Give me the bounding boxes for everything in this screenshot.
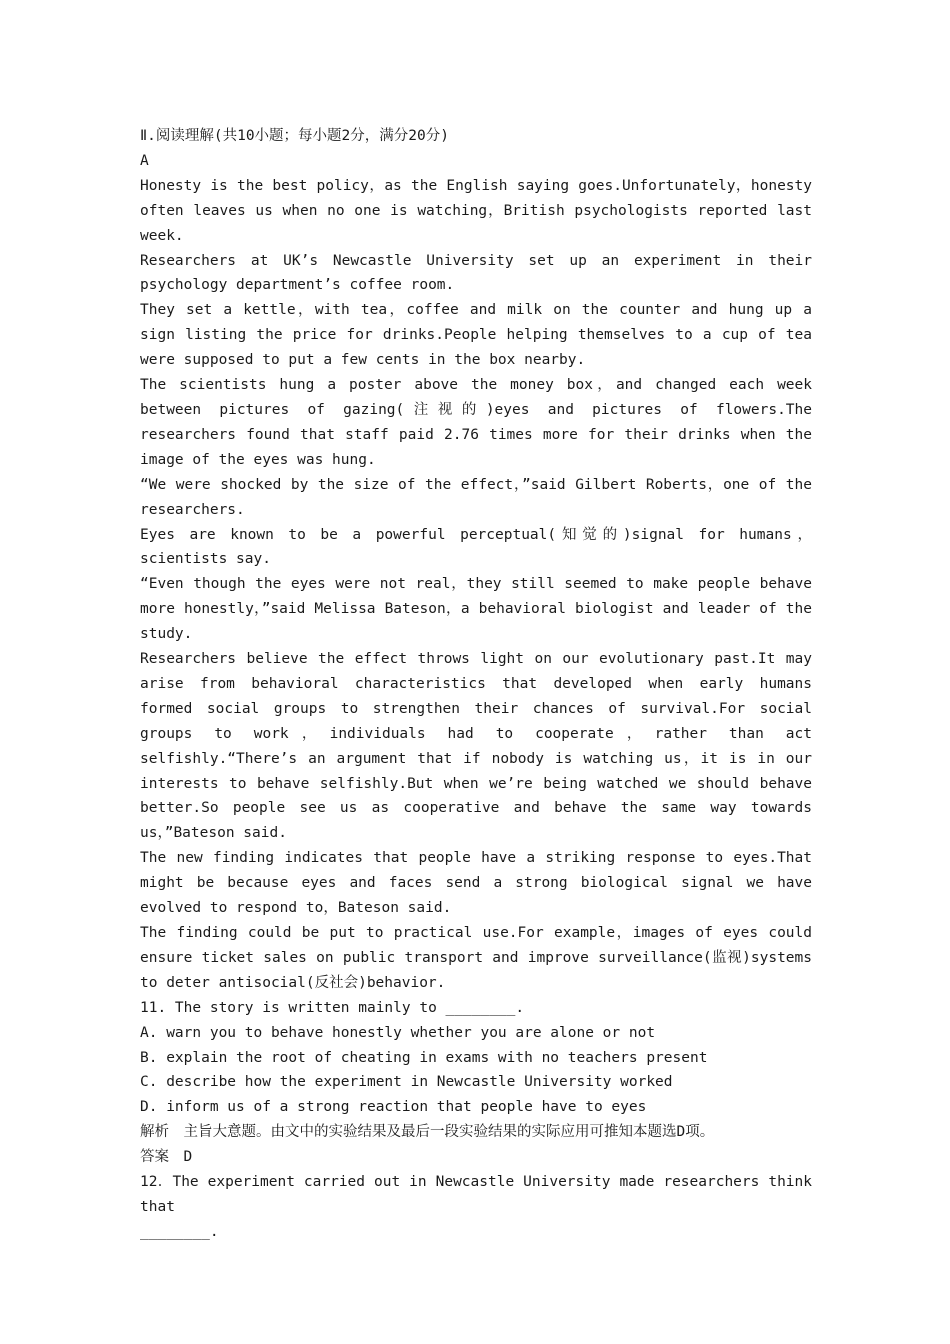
question-11-option-d: D. inform us of a strong reaction that people have to eyes: [140, 1099, 647, 1116]
question-11-option-a: A. warn you to behave honestly whether you are alone or not: [140, 1024, 656, 1041]
passage-paragraph: “Even though the eyes were not real，they still seemed to make people behave more honestly，”said Melissa Bateson，a behavioral biologist and leader of the study.: [140, 576, 812, 643]
passage-paragraph: They set a kettle，with tea，coffee and milk on the counter and hung up a sign listing the price for drinks.People helping themselves to a cup of tea were supposed to put a few cents in the box nearby.: [140, 302, 812, 369]
passage-paragraph: “We were shocked by the size of the effect，”said Gilbert Roberts，one of the researchers.: [140, 476, 812, 518]
question-11-option-c: C. describe how the experiment in Newcastle University worked: [140, 1074, 673, 1091]
passage-paragraph: The scientists hung a poster above the money box，and changed each week between pictures of gazing(注视的)eyes and pictures of flowers.The researchers found that staff paid 2.76 times more for their drinks when the image of the eyes was hung.: [140, 377, 812, 468]
document-page: [140, 124, 812, 1245]
question-11-analysis: 解析 主旨大意题。由文中的实验结果及最后一段实验结果的实际应用可推知本题选D项。: [140, 1124, 715, 1141]
passage-paragraph: Eyes are known to be a powerful perceptual(知觉的)signal for humans，scientists say.: [140, 526, 812, 568]
passage-paragraph: Researchers believe the effect throws light on our evolutionary past.It may arise from behavioral characteristics that developed when early humans formed social groups to strengthen their chances of survival.For social groups to work，individuals had to cooperate，rather than act selfishly.“There’s an argument that if nobody is watching us，it is in our interests to behave selfishly.But when we’re being watched we should behave better.So people see us as cooperative and behave the same way towards us，”Bateson said.: [140, 651, 812, 842]
question-11-answer: 答案 D: [140, 1149, 193, 1166]
passage-paragraph: The new finding indicates that people have a striking response to eyes.That might be because eyes and faces send a strong biological signal we have evolved to respond to，Bateson said.: [140, 850, 812, 917]
section-heading: Ⅱ.阅读理解(共10小题；每小题2分，满分20分): [140, 128, 449, 144]
passage-paragraph: Honesty is the best policy，as the English saying goes.Unfortunately，honesty often leaves us when no one is watching，British psychologists reported last week.: [140, 177, 812, 244]
passage-paragraph: Researchers at UK’s Newcastle University set up an experiment in their psychology department’s coffee room.: [140, 252, 812, 294]
passage-label: A: [140, 152, 149, 169]
question-12-stem: 12．The experiment carried out in Newcastle University made researchers think that: [140, 1174, 812, 1215]
question-11-stem: 11. The story is written mainly to ________.: [140, 999, 525, 1016]
question-11-option-b: B. explain the root of cheating in exams with no teachers present: [140, 1049, 708, 1066]
passage-paragraph: The finding could be put to practical use.For example，images of eyes could ensure ticket sales on public transport and improve surveillance(监视)systems to deter antisocial(反社会)behavior.: [140, 925, 812, 991]
question-12-blank: ________.: [140, 1223, 219, 1240]
